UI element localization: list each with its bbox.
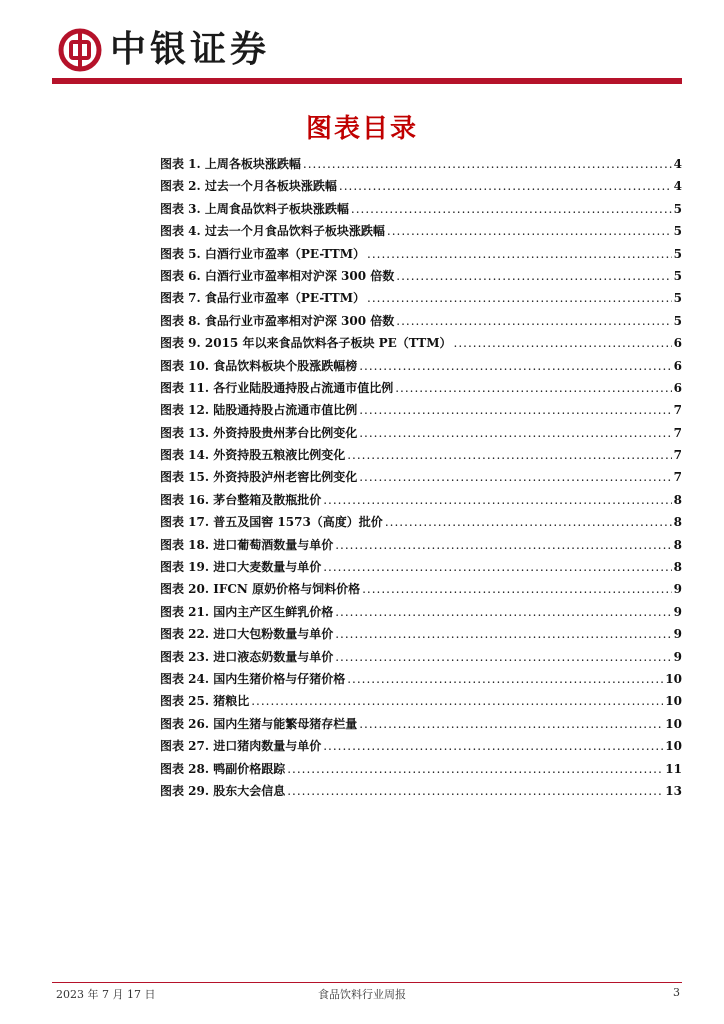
toc-item-page: 5: [673, 291, 682, 306]
toc-item-label: 图表 1. 上周各板块涨跌幅: [160, 157, 301, 171]
toc-item-label: 图表 5. 白酒行业市盈率（PE-TTM）: [160, 246, 365, 261]
toc-item[interactable]: [160, 735, 682, 757]
toc-item[interactable]: [160, 175, 682, 197]
toc-item-label: 图表 3. 上周食品饮料子板块涨跌幅: [160, 201, 349, 216]
toc-dot-leader: [385, 511, 672, 533]
toc-item[interactable]: [160, 556, 682, 578]
toc-item-page: 6: [673, 358, 682, 373]
toc-item[interactable]: [160, 287, 682, 309]
toc-item[interactable]: [160, 511, 682, 533]
toc-dot-leader: [323, 489, 671, 511]
toc-item-label: 图表 7. 食品行业市盈率（PE-TTM）: [160, 291, 365, 306]
toc-item-page: 7: [673, 425, 682, 440]
toc-item-page: 10: [665, 739, 682, 754]
toc-dot-leader: [359, 422, 671, 444]
toc-item-page: 8: [673, 560, 682, 575]
toc-dot-leader: [339, 175, 672, 197]
footer-date: 2023 年 7 月 17 日: [56, 988, 156, 1001]
toc-item[interactable]: [160, 713, 682, 735]
toc-dot-leader: [359, 355, 671, 377]
toc-item-page: 5: [673, 313, 682, 328]
toc-item-label: 图表 26. 国内生猪与能繁母猪存栏量: [160, 716, 358, 731]
toc-dot-leader: [454, 332, 672, 354]
toc-dot-leader: [335, 601, 671, 623]
toc-item-page: 5: [673, 201, 682, 216]
toc-item[interactable]: [160, 153, 682, 175]
toc-item-page: 4: [673, 179, 682, 194]
toc-item[interactable]: [160, 690, 682, 712]
toc-item-page: 8: [673, 537, 682, 552]
toc-item[interactable]: [160, 220, 682, 242]
toc-item-page: 5: [673, 246, 682, 261]
toc-item-label: 图表 15. 外资持股泸州老窖比例变化: [160, 470, 358, 485]
toc-item-label: 图表 24. 国内生猪价格与仔猪价格: [160, 671, 346, 686]
toc-item-label: 图表 27. 进口猪肉数量与单价: [160, 739, 322, 754]
toc-dot-leader: [362, 578, 672, 600]
toc-dot-leader: [347, 668, 663, 690]
toc-item-label: 图表 25. 猪粮比: [160, 694, 250, 709]
toc-item-label: 图表 29. 股东大会信息: [160, 783, 286, 798]
toc-item[interactable]: [160, 578, 682, 600]
toc-dot-leader: [351, 198, 672, 220]
toc-item-page: 9: [673, 627, 682, 642]
page-header: [52, 26, 682, 76]
toc-dot-leader: [359, 713, 663, 735]
toc-item-page: 9: [673, 582, 682, 597]
toc-item[interactable]: [160, 422, 682, 444]
toc-item-page: 10: [665, 694, 682, 709]
toc-item-label: 图表 14. 外资持股五粮液比例变化: [160, 448, 346, 463]
toc-item[interactable]: [160, 265, 682, 287]
footer-page-number: 3: [673, 986, 680, 999]
toc-item-page: 7: [673, 403, 682, 418]
toc-item[interactable]: [160, 243, 682, 265]
toc-item-page: 8: [673, 492, 682, 507]
page-title: 图表目录: [305, 114, 418, 144]
toc-item-label: 图表 22. 进口大包粉数量与单价: [160, 627, 334, 642]
toc-dot-leader: [367, 287, 672, 309]
toc-item-page: 8: [673, 515, 682, 530]
toc-dot-leader: [396, 265, 671, 287]
toc-dot-leader: [287, 758, 663, 780]
table-of-contents: [160, 153, 682, 802]
toc-dot-leader: [251, 690, 663, 712]
toc-item-page: 13: [665, 783, 682, 798]
toc-item-label: 图表 8. 食品行业市盈率相对沪深 300 倍数: [160, 313, 395, 328]
toc-dot-leader: [335, 534, 671, 556]
toc-dot-leader: [323, 735, 663, 757]
toc-item-page: 9: [673, 604, 682, 619]
toc-item-label: 图表 9. 2015 年以来食品饮料各子板块 PE（TTM）: [160, 336, 452, 351]
toc-item[interactable]: [160, 623, 682, 645]
toc-item[interactable]: [160, 198, 682, 220]
header-divider: [52, 78, 682, 84]
toc-item-page: 7: [673, 448, 682, 463]
toc-item-label: 图表 18. 进口葡萄酒数量与单价: [160, 537, 334, 552]
toc-item[interactable]: [160, 601, 682, 623]
toc-item[interactable]: [160, 646, 682, 668]
toc-dot-leader: [303, 153, 672, 175]
toc-item-page: 6: [673, 336, 682, 351]
toc-item[interactable]: [160, 377, 682, 399]
toc-dot-leader: [387, 220, 672, 242]
toc-dot-leader: [359, 466, 671, 488]
toc-dot-leader: [347, 444, 671, 466]
toc-item-label: 图表 11. 各行业陆股通持股占流通市值比例: [160, 380, 394, 395]
toc-item[interactable]: [160, 668, 682, 690]
toc-item[interactable]: [160, 758, 682, 780]
toc-item-page: 9: [673, 649, 682, 664]
toc-item[interactable]: [160, 780, 682, 802]
toc-item-label: 图表 10. 食品饮料板块个股涨跌幅榜: [160, 358, 358, 373]
brand-name: 中银证券: [110, 29, 271, 70]
toc-item-label: 图表 28. 鸭副价格跟踪: [160, 761, 286, 776]
footer-report-type: 食品饮料行业周报: [318, 988, 406, 1001]
toc-item-page: 11: [665, 761, 682, 776]
toc-item[interactable]: [160, 489, 682, 511]
toc-item-page: 5: [673, 224, 682, 239]
toc-dot-leader: [359, 399, 671, 421]
toc-item[interactable]: [160, 444, 682, 466]
toc-dot-leader: [287, 780, 663, 802]
toc-dot-leader: [396, 310, 671, 332]
toc-item-label: 图表 17. 普五及国窖 1573（高度）批价: [160, 515, 383, 530]
toc-item[interactable]: [160, 534, 682, 556]
toc-item-label: 图表 12. 陆股通持股占流通市值比例: [160, 403, 358, 418]
toc-item-label: 图表 6. 白酒行业市盈率相对沪深 300 倍数: [160, 268, 395, 283]
toc-item-page: 7: [673, 470, 682, 485]
toc-item-label: 图表 4. 过去一个月食品饮料子板块涨跌幅: [160, 224, 385, 239]
toc-item-label: 图表 19. 进口大麦数量与单价: [160, 560, 322, 575]
toc-item-label: 图表 2. 过去一个月各板块涨跌幅: [160, 179, 337, 194]
toc-dot-leader: [335, 646, 671, 668]
toc-item-label: 图表 16. 茅台整箱及散瓶批价: [160, 492, 322, 507]
toc-item[interactable]: [160, 355, 682, 377]
toc-item[interactable]: [160, 332, 682, 354]
toc-item-label: 图表 21. 国内主产区生鲜乳价格: [160, 604, 334, 619]
toc-item[interactable]: [160, 399, 682, 421]
toc-item-page: 6: [673, 380, 682, 395]
toc-dot-leader: [367, 243, 672, 265]
toc-dot-leader: [395, 377, 671, 399]
toc-item-page: 10: [665, 716, 682, 731]
toc-item-page: 10: [665, 671, 682, 686]
toc-item-label: 图表 23. 进口液态奶数量与单价: [160, 649, 334, 664]
toc-item-label: 图表 20. IFCN 原奶价格与饲料价格: [160, 582, 361, 597]
toc-dot-leader: [335, 623, 671, 645]
toc-item[interactable]: [160, 466, 682, 488]
footer-divider: [52, 982, 682, 983]
bank-of-china-logo-icon: [58, 28, 102, 72]
toc-dot-leader: [323, 556, 671, 578]
toc-item[interactable]: [160, 310, 682, 332]
toc-item-label: 图表 13. 外资持股贵州茅台比例变化: [160, 425, 358, 440]
toc-item-page: 4: [673, 157, 682, 171]
toc-item-page: 5: [673, 268, 682, 283]
